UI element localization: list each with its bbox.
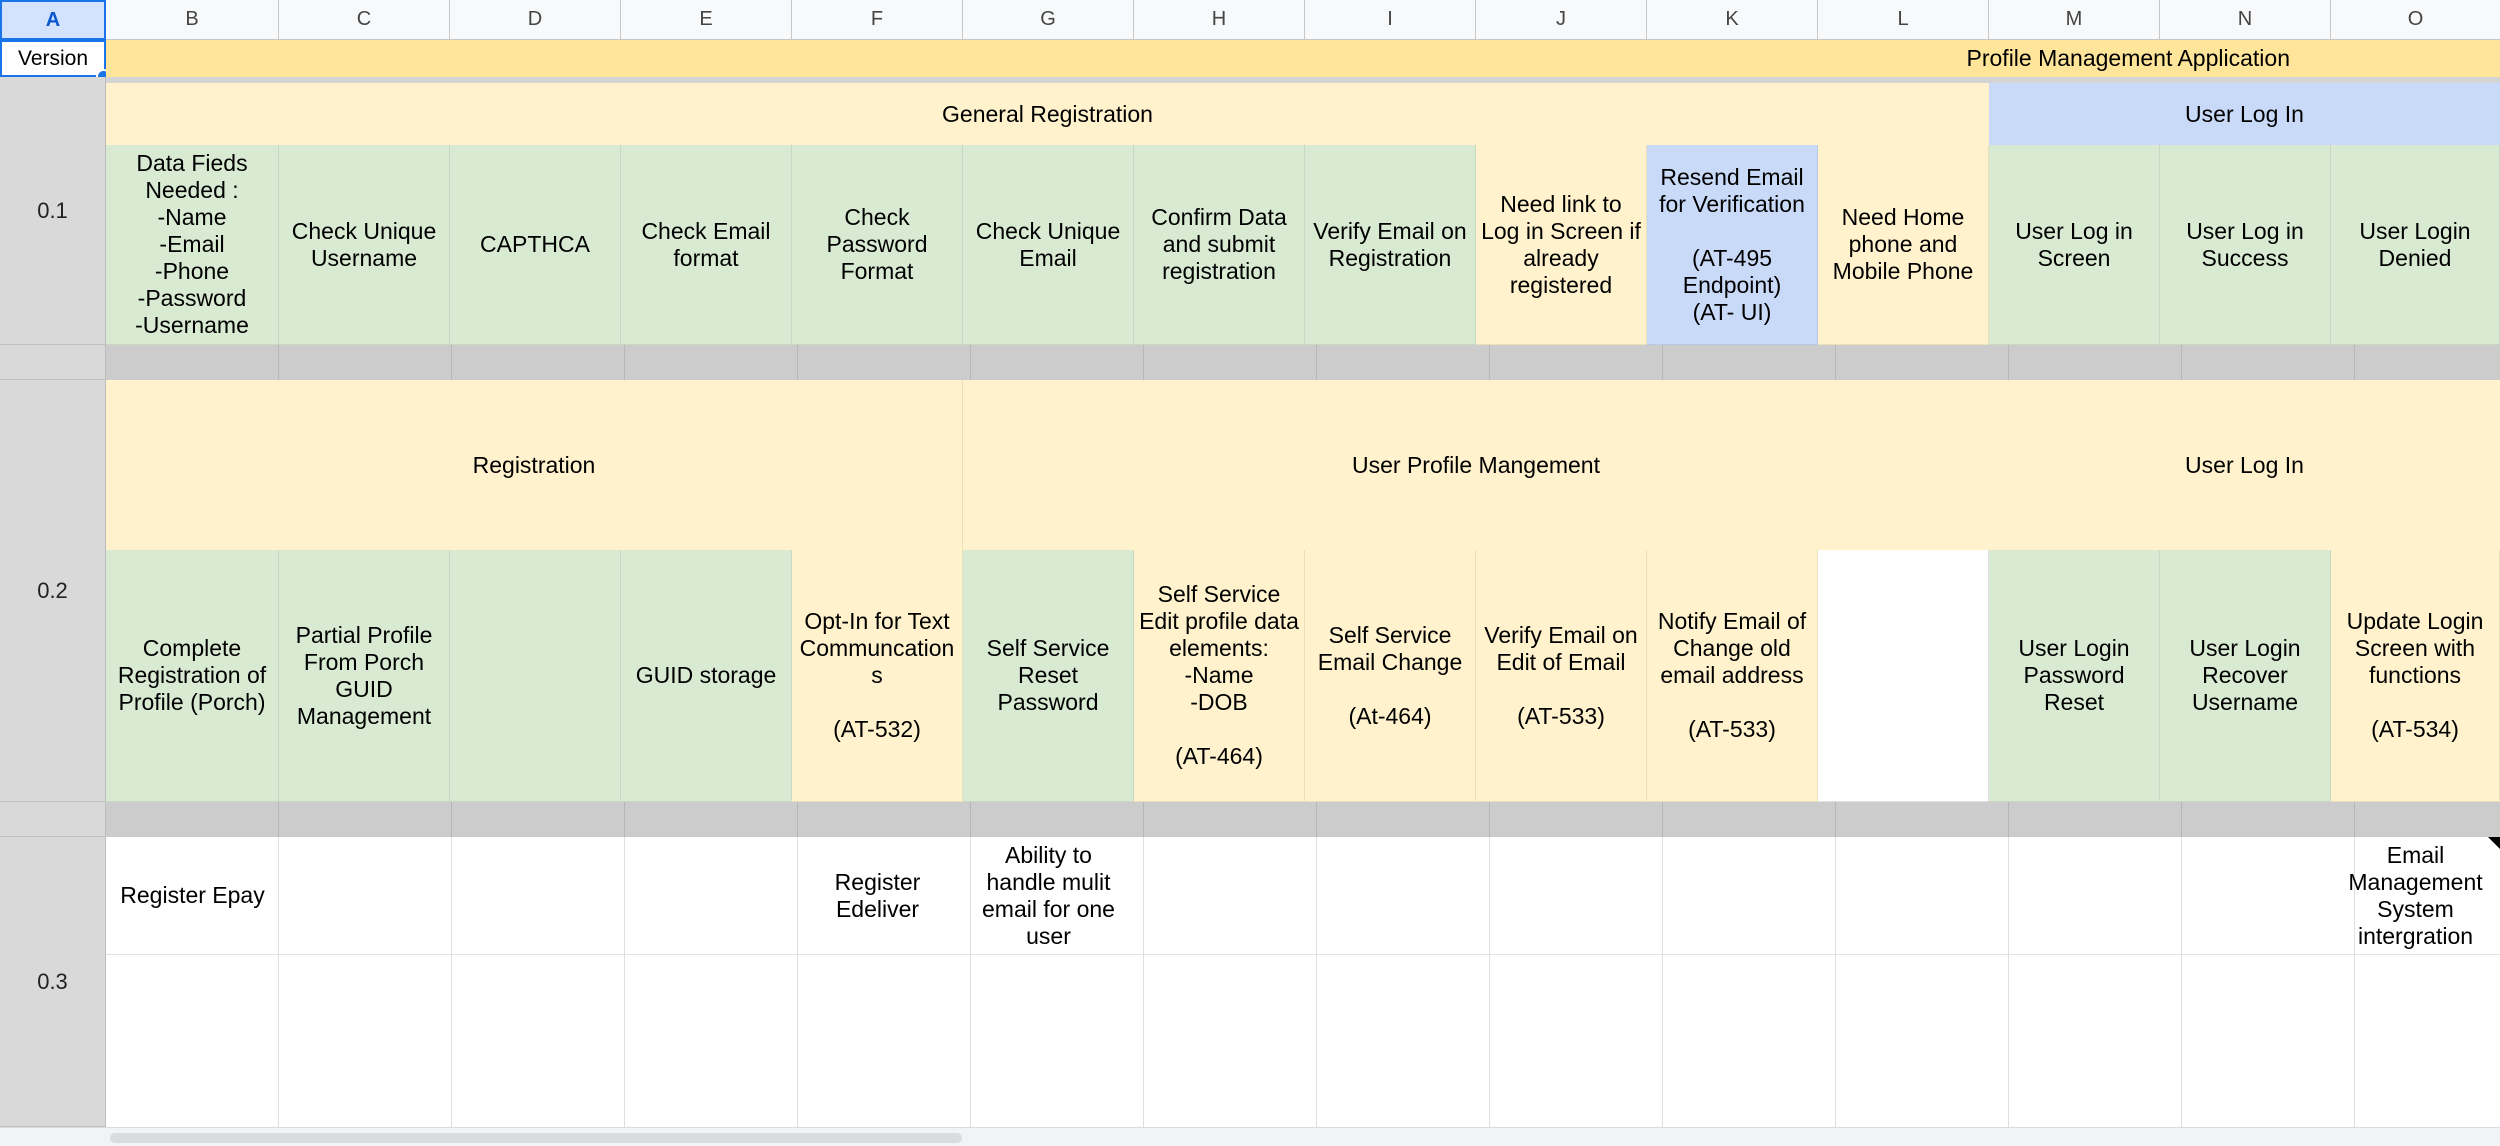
cell-0-2-reset-password[interactable]: Self Service Reset Password [963, 550, 1134, 802]
cell-0-1-confirm-data[interactable]: Confirm Data and submit registration [1134, 145, 1305, 345]
cell-0-2-guid-storage[interactable]: GUID storage [621, 550, 792, 802]
cell-0-2-notify-email[interactable]: Notify Email of Change old email address (AT-533) [1647, 550, 1818, 802]
cell-0-1-check-unique-email[interactable]: Check Unique Email [963, 145, 1134, 345]
version-cell[interactable]: Version [0, 40, 106, 77]
cell-0-2-login-password-reset[interactable]: User Login Password Reset [1989, 550, 2160, 802]
group-registration[interactable]: Registration [106, 380, 963, 550]
group-user-profile-management[interactable]: User Profile Mangement [963, 380, 1989, 550]
row-header-spacer-1[interactable] [0, 345, 106, 380]
cell-0-1-verify-email[interactable]: Verify Email on Registration [1305, 145, 1476, 345]
cell-0-3-register-epay[interactable]: Register Epay [120, 882, 265, 908]
cell-0-2-opt-in-text[interactable]: Opt-In for Text Communcation s (AT-532) [792, 550, 963, 802]
comment-indicator-icon[interactable] [2488, 837, 2500, 849]
col-header-D[interactable]: D [450, 0, 621, 40]
col-header-L[interactable]: L [1818, 0, 1989, 40]
cell-0-2-empty-d[interactable] [450, 550, 621, 802]
col-header-I[interactable]: I [1305, 0, 1476, 40]
cell-0-1-login-link[interactable]: Need link to Log in Screen if already registered [1476, 145, 1647, 345]
app-title-cell[interactable]: Profile Management Application [106, 40, 2500, 77]
col-header-A[interactable]: A [0, 0, 106, 40]
spacer-row-2[interactable] [106, 802, 2500, 837]
cell-0-1-check-email-format[interactable]: Check Email format [621, 145, 792, 345]
cell-0-1-check-password-format[interactable]: Check Password Format [792, 145, 963, 345]
cell-0-2-recover-username[interactable]: User Login Recover Username [2160, 550, 2331, 802]
row-header-0-2[interactable]: 0.2 [0, 380, 106, 802]
cell-0-1-login-success[interactable]: User Log in Success [2160, 145, 2331, 345]
col-header-F[interactable]: F [792, 0, 963, 40]
cell-0-2-email-change[interactable]: Self Service Email Change (At-464) [1305, 550, 1476, 802]
col-header-N[interactable]: N [2160, 0, 2331, 40]
col-header-J[interactable]: J [1476, 0, 1647, 40]
cell-0-2-complete-registration[interactable]: Complete Registration of Profile (Porch) [106, 550, 279, 802]
cell-0-1-login-denied[interactable]: User Login Denied [2331, 145, 2500, 345]
cell-0-1-check-unique-username[interactable]: Check Unique Username [279, 145, 450, 345]
col-header-H[interactable]: H [1134, 0, 1305, 40]
cell-0-1-login-screen[interactable]: User Log in Screen [1989, 145, 2160, 345]
cell-0-3-email-management[interactable]: Email Management System intergration [2348, 841, 2483, 949]
version-0-3-grid [106, 837, 2500, 1127]
cell-0-3-multi-email[interactable]: Ability to handle mulit email for one user [982, 841, 1115, 949]
col-header-O[interactable]: O [2331, 0, 2500, 40]
cell-0-3-register-edeliver[interactable]: Register Edeliver [834, 868, 921, 922]
row-header-spacer-2[interactable] [0, 802, 106, 837]
col-header-B[interactable]: B [106, 0, 279, 40]
cell-0-1-data-fields[interactable]: Data Fieds Needed : -Name -Email -Phone -Password -Username [106, 145, 279, 345]
cell-0-1-home-mobile-phone[interactable]: Need Home phone and Mobile Phone [1818, 145, 1989, 345]
col-header-M[interactable]: M [1989, 0, 2160, 40]
group-general-registration[interactable]: General Registration [106, 83, 1989, 145]
cell-0-2-verify-email-edit[interactable]: Verify Email on Edit of Email (AT-533) [1476, 550, 1647, 802]
row-header-0-1[interactable]: 0.1 [0, 77, 106, 345]
spacer-row-1[interactable] [106, 345, 2500, 380]
horizontal-scrollbar-thumb[interactable] [110, 1133, 962, 1143]
cell-0-2-empty-l[interactable] [1818, 550, 1989, 802]
cell-0-1-resend-email[interactable]: Resend Email for Verification (AT-495 Endpoint) (AT- UI) [1647, 145, 1818, 345]
cell-0-2-partial-profile[interactable]: Partial Profile From Porch GUID Management [279, 550, 450, 802]
col-header-K[interactable]: K [1647, 0, 1818, 40]
group-user-log-in-0-1[interactable]: User Log In [1989, 83, 2500, 145]
col-header-C[interactable]: C [279, 0, 450, 40]
cell-0-2-edit-profile[interactable]: Self Service Edit profile data elements: -Name -DOB (AT-464) [1134, 550, 1305, 802]
cell-0-1-captcha[interactable]: CAPTHCA [450, 145, 621, 345]
col-header-G[interactable]: G [963, 0, 1134, 40]
row-divider-0-3 [106, 954, 2500, 955]
row-header-0-3[interactable]: 0.3 [0, 837, 106, 1127]
cell-0-2-update-login-screen[interactable]: Update Login Screen with functions (AT-534) [2331, 550, 2500, 802]
col-header-E[interactable]: E [621, 0, 792, 40]
group-user-log-in-0-2[interactable]: User Log In [1989, 380, 2500, 550]
